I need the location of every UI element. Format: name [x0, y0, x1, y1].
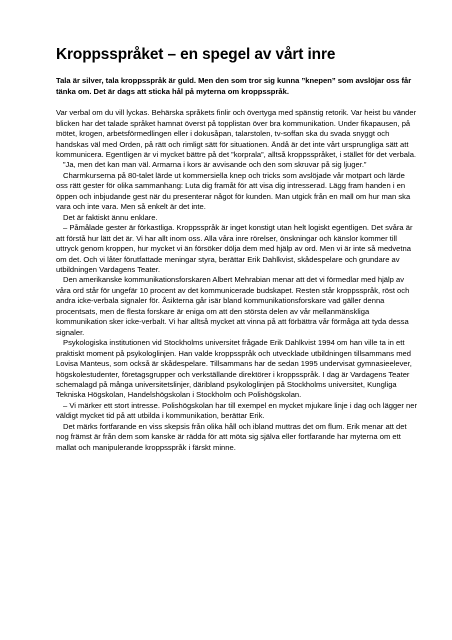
body-paragraph: ”Ja, men det kan man väl. Armarna i kors är avvisande och den som skruvar på sig ljuger.” — [63, 160, 367, 170]
body-paragraph: Det märks fortfarande en viss skepsis från olika håll och ibland muttras det om flum. Erik menar att det nog främst är från dem som kanske är rädda för att möta sig själva eller fortfarande har myterna om ett mallat och manipulerande kroppsspråk i färskt minne. — [56, 421, 407, 452]
body-paragraph: Det är faktiskt ännu enklare. — [63, 212, 158, 222]
body-paragraph: Var verbal om du vill lyckas. Behärska språkets finlir och övertyga med spänstig retorik. Var heist bu vänder blicken har det talade språket hamnat överst på topplistan över bra kommunikation. Under fikapausen, på mötet, krogen, arbetsförmedlingen eller i dokusåpan, talarstolen, tv-soffan ska du svada snyggt och handskas väl med Orden, på rätt och rimligt sätt för situationen. Ändå är det inte vårt ursprungliga sätt att kommunicera. Egentligen är vi mycket bättre på det ”korprala”, alltså kroppsspråket, i stället för det verbala. — [56, 108, 417, 159]
article-body — [56, 108, 418, 453]
document-page — [56, 46, 418, 453]
body-paragraph: – Vi märker ett stort intresse. Polishögskolan har till exempel en mycket mjukare linje i dag och lägger ner väldigt mycket tid på att utbilda i kommunikation, berättar Erik. — [56, 400, 417, 421]
article-title: Kroppsspråket – en spegel av vårt inre — [56, 46, 336, 63]
body-paragraph: Den amerikanske kommunikationsforskaren Albert Mehrabian menar att det vi förmedlar med hjälp av våra ord står för ungefär 10 procent av det kommunicerade budskapet. Resten står kroppsspråk, röst och andra icke-verbala signaler för. Åsikterna går isär bland kommunikationsforskare vad gäller denna procentsats, men de flesta forskare är eniga om att den största delen av vår mellanmänskliga kommunikation sker icke-verbalt. Vi har alltså mycket att vinna på att förbättra vår förmåga att tyda dessa signaler. — [56, 275, 410, 337]
body-paragraph: – Påmålade gester är förkastliga. Kroppsspråk är inget konstigt utan helt logiskt egentligen. Det svåra är att förstå hur lätt det är. Vi har allt inom oss. Alla våra inre rörelser, önskningar och känslor kommer till uttryck genom kroppen, hur mycket vi än försöker dölja dem med hjälp av ord. Men vi är inte så medvetna om det. Och vi låter förutfattade meningar styra, berättar Erik Dahlkvist, skådespelare och grundare av utbildningen Vardagens Teater. — [56, 223, 413, 274]
article-lead: Tala är silver, tala kroppsspråk är guld. Men den som tror sig kunna ”knepen” som avslöjar oss får tänka om. Det är dags att sticka hål på myterna om kroppsspråk. — [56, 76, 412, 96]
body-paragraph: Charmkurserna på 80-talet lärde ut kommersiella knep och tricks som avslöjade vår motpart och lärde oss rätt gester för olika sammanhang: Luta dig framåt för att visa dig intresserad. Lägg fram handen i en öppen och inbjudande gest när du presenterar något för kunden. Man utgick från en mall om hur man ska vara och inte vara. Men så enkelt är det inte. — [56, 170, 411, 212]
body-paragraph: Psykologiska institutionen vid Stockholms universitet frågade Erik Dahlkvist 1994 om han ville ta in ett praktiskt moment på psykologlinjen. Han valde kroppsspråk och utvecklade utbildningen tillsammans med Lovisa Manteus, som också är skådespelare. Tillsammans har de sedan 1995 undervisat gymnasieelever, högskolestudenter, företagsgrupper och verkställande direktörer i kroppsspråk. I dag är Vardagens Teater schemalagd på många universitetslinjer, däribland psykologlinjen på Stockholms universitet, Kungliga Tekniska Högskolan, Handelshögskolan i Stockholm och Polishögskolan. — [56, 338, 412, 400]
